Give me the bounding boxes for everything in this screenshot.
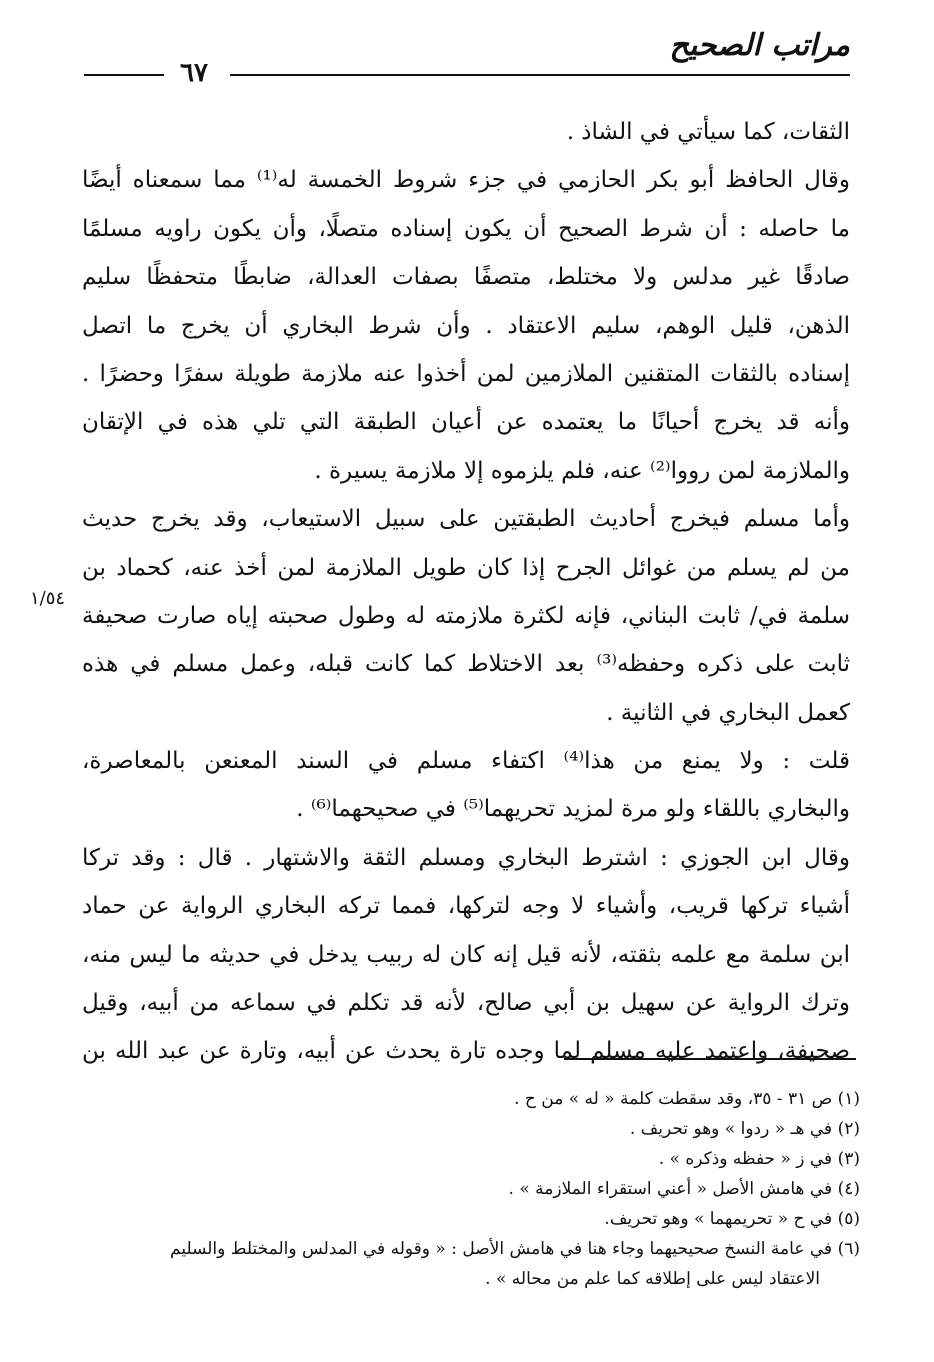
text-line: كعمل البخاري في الثانية . — [606, 699, 850, 726]
footnote: (١) ص ٣١ - ٣٥، وقد سقطت كلمة « له » من ح . — [514, 1089, 860, 1109]
text-line: والبخاري باللقاء ولو مرة لمزيد تحريهما⁽⁵⁾ في صحيحهما⁽⁶⁾ . — [296, 796, 850, 823]
running-title: مراتب الصحيح — [669, 28, 850, 63]
header-rule-left — [84, 74, 164, 76]
page-header — [70, 28, 850, 88]
footnote: (٢) في هـ « ردوا » وهو تحريف . — [629, 1119, 860, 1139]
footnote-continuation: الاعتقاد ليس على إطلاقه كما علم من محاله » . — [485, 1269, 820, 1289]
main-text — [82, 108, 850, 1076]
page-number: ٦٧ — [176, 58, 212, 88]
footnote: (٦) في عامة النسخ صحيحيهما وجاء هنا في هامش الأصل : « وقوله في المدلس والمختلط والسليم — [170, 1239, 860, 1259]
text-line: والملازمة لمن رووا⁽²⁾ عنه، فلم يلزموه إلا ملازمة يسيرة . — [314, 457, 850, 484]
text-line: ثابت على ذكره وحفظه⁽³⁾ بعد الاختلاط كما كانت قبله، وعمل مسلم في هذه — [82, 651, 850, 678]
footnote: (٤) في هامش الأصل « أعني استقراء الملازمة » . — [508, 1179, 860, 1199]
text-line: الثقات، كما سيأتي في الشاذ . — [566, 119, 850, 145]
text-line: الذهن، قليل الوهم، سليم الاعتقاد . وأن شرط البخاري أن يخرج ما اتصل — [82, 312, 850, 339]
text-line: وقال الحافظ أبو بكر الحازمي في جزء شروط الخمسة له⁽¹⁾ مما سمعناه أيضًا — [82, 167, 850, 194]
header-rule-right — [230, 74, 850, 76]
text-line: صحيفة، واعتمد عليه مسلم لما وجده تارة يحدث عن أبيه، وتارة عن عبد الله بن — [82, 1038, 850, 1065]
text-line: صادقًا غير مدلس ولا مختلط، متصفًا بصفات العدالة، ضابطًا متحفظًا سليم — [82, 264, 850, 291]
text-line: سلمة في/ ثابت البناني، فإنه لكثرة ملازمته له وطول صحبته إياه صارت صحيفة — [82, 602, 850, 629]
margin-reference: ١/٥٤ — [30, 588, 66, 609]
text-line: ما حاصله : أن شرط الصحيح أن يكون إسناده متصلًا، وأن يكون راويه مسلمًا — [82, 215, 850, 242]
text-line: وقال ابن الجوزي : اشترط البخاري ومسلم الثقة والاشتهار . قال : وقد تركا — [82, 844, 850, 871]
text-line: إسناده بالثقات المتقنين الملازمين لمن أخذوا عنه ملازمة طويلة سفرًا وحضرًا . — [82, 360, 850, 387]
footnote-separator — [564, 1058, 856, 1060]
text-line: وترك الرواية عن سهيل بن أبي صالح، لأنه قد تكلم في سماعه من أبيه، وقيل — [82, 990, 850, 1017]
text-line: وأما مسلم فيخرج أحاديث الطبقتين على سبيل الاستيعاب، وقد يخرج حديث — [82, 506, 850, 533]
text-line: وأنه قد يخرج أحيانًا ما يعتمده عن أعيان الطبقة التي تلي هذه في الإتقان — [82, 409, 850, 436]
text-line: أشياء تركها قريب، وأشياء لا وجه لتركها، فمما تركه البخاري الرواية عن حماد — [82, 893, 850, 920]
footnotes — [82, 1084, 860, 1294]
text-line: قلت : ولا يمنع من هذا⁽⁴⁾ اكتفاء مسلم في السند المعنعن بالمعاصرة، — [82, 748, 850, 775]
footnote: (٥) في ح « تحريمهما » وهو تحريف. — [604, 1209, 860, 1229]
text-line: ابن سلمة مع علمه بثقته، لأنه قيل إنه كان له ربيب يدخل في حديثه ما ليس منه، — [82, 941, 850, 968]
footnote: (٣) في ز « حفظه وذكره » . — [658, 1149, 860, 1169]
text-line: من لم يسلم من غوائل الجرح إذا كان طويل الملازمة لمن أخذ عنه، كحماد بن — [82, 554, 850, 581]
